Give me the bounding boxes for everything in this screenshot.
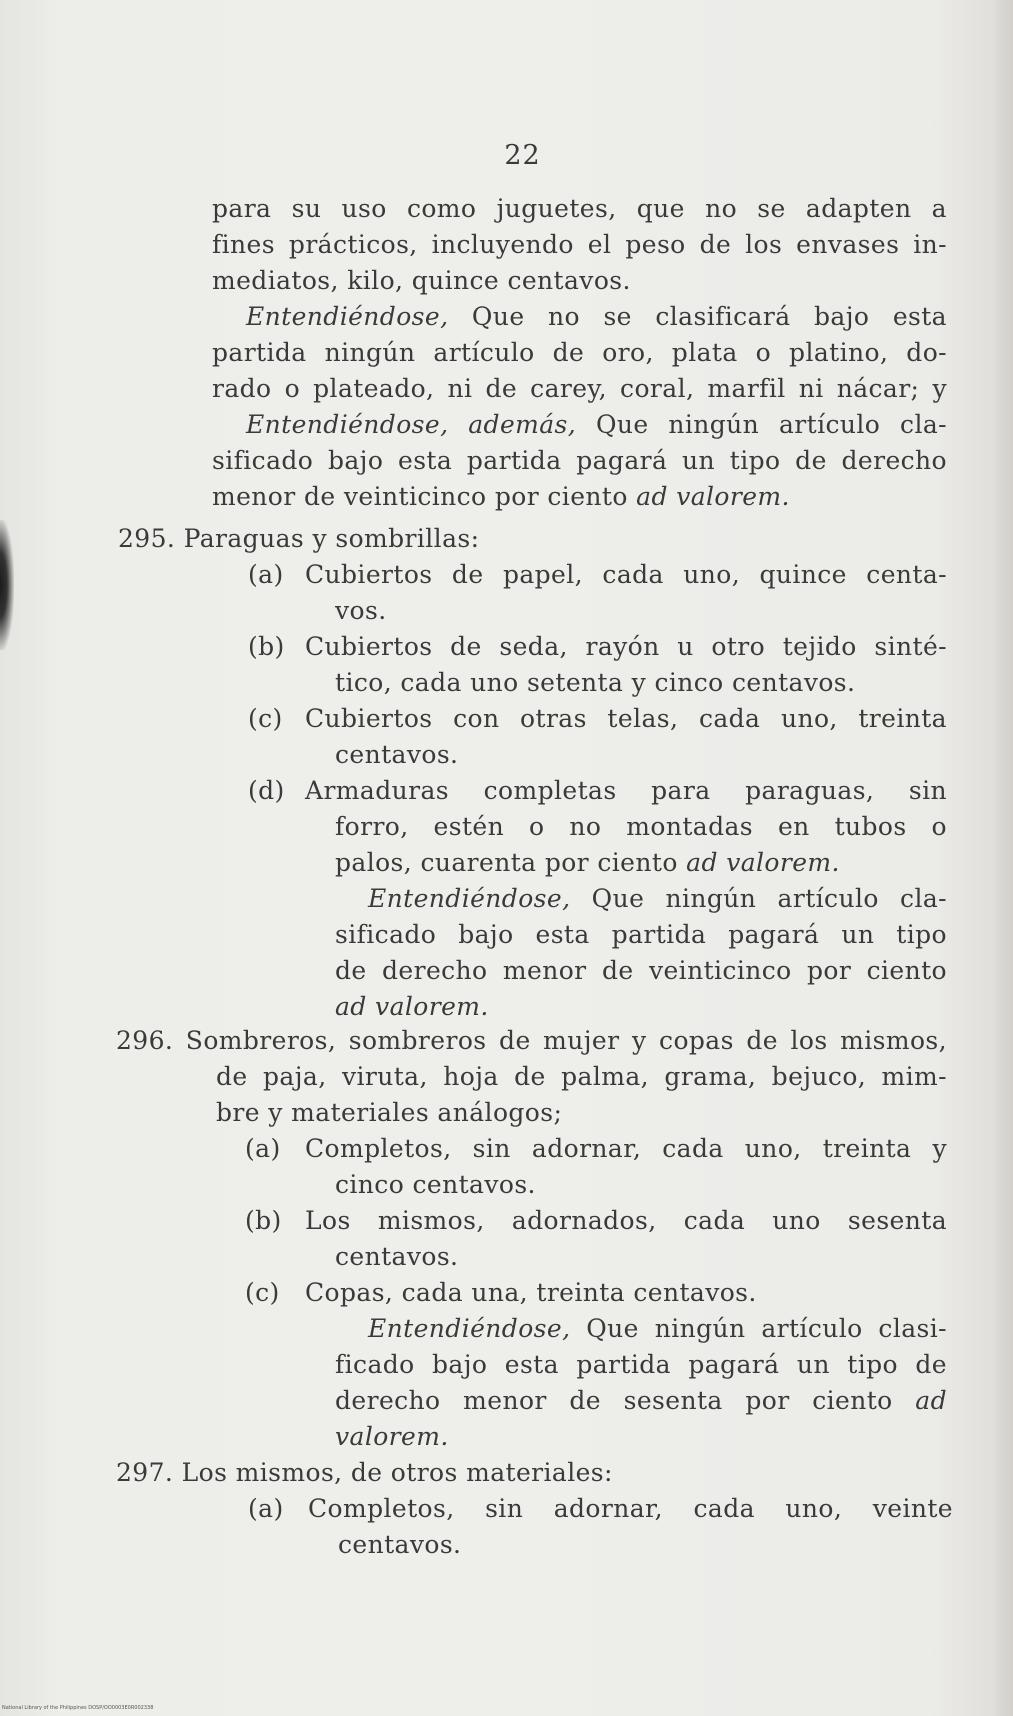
item-title: Sombreros, sombreros de mujer y copas de los mismos, [185, 1026, 947, 1055]
text-line: bre y materiales análogos; [216, 1098, 563, 1127]
proviso-text: Que ningún artículo clasi- [586, 1314, 947, 1343]
text-line: Cubiertos de papel, cada uno, quince centa- [305, 560, 947, 589]
item-title: Paraguas y sombrillas: [183, 524, 480, 553]
subitem-mark [248, 557, 284, 593]
page-edge [991, 0, 1013, 1716]
item-number: 296. [116, 1026, 174, 1055]
text-line: Completos, sin adornar, cada uno, veinte [308, 1494, 953, 1523]
text-line: ficado bajo esta partida pagará un tipo de [335, 1350, 947, 1379]
proviso-label: Entendiéndose, [368, 1314, 571, 1343]
text-line: Completos, sin adornar, cada uno, treinta y [305, 1134, 947, 1163]
item-295-heading [118, 521, 479, 557]
text-line: Copas, cada una, treinta centavos. [305, 1278, 757, 1307]
text-line: Los mismos, adornados, cada uno sesenta [305, 1206, 947, 1235]
latin-term: ad valorem. [636, 482, 790, 511]
proviso-label: Entendiéndose, [246, 302, 449, 331]
text-line: sificado bajo esta partida pagará un tipo [335, 920, 947, 949]
text-line: mediatos, kilo, quince centavos. [212, 266, 631, 295]
proviso-text: Que no se clasificará bajo esta [471, 302, 947, 331]
text-line: de derecho menor de veinticinco por ciento [335, 956, 947, 985]
text-fragment: derecho menor de sesenta por ciento [335, 1386, 893, 1415]
text-line: cinco centavos. [335, 1170, 536, 1199]
proviso-line [368, 881, 947, 917]
latin-term: ad [915, 1386, 947, 1415]
subitem-letter: (c) [245, 1278, 280, 1307]
proviso-label: Entendiéndose, además, [246, 410, 577, 439]
binding-shadow [0, 520, 14, 650]
item-number: 297. [116, 1458, 174, 1487]
proviso-line [246, 299, 947, 335]
latin-term: valorem. [335, 1422, 449, 1451]
text-line [335, 1419, 449, 1455]
text-line: Cubiertos con otras telas, cada uno, treinta [305, 704, 947, 733]
text-line: centavos. [335, 740, 459, 769]
subitem-mark [248, 701, 283, 737]
text-line [212, 479, 790, 515]
text-line: sificado bajo esta partida pagará un tipo de derecho [212, 446, 947, 475]
text-line: fines prácticos, incluyendo el peso de los envases in- [212, 230, 947, 259]
text-line: centavos. [335, 1242, 459, 1271]
latin-term: ad valorem. [335, 992, 489, 1021]
item-296-heading [116, 1023, 947, 1059]
subitem-mark [245, 1275, 280, 1311]
subitem-mark [248, 1491, 284, 1527]
page-number: 22 [504, 140, 541, 171]
item-title: Los mismos, de otros materiales: [181, 1458, 613, 1487]
proviso-line [246, 407, 947, 443]
text-line: de paja, viruta, hoja de palma, grama, bejuco, mim- [216, 1062, 947, 1091]
subitem-mark [248, 773, 285, 809]
text-line: partida ningún artículo de oro, plata o platino, do- [212, 338, 947, 367]
proviso-text: Que ningún artículo cla- [595, 410, 947, 439]
proviso-label: Entendiéndose, [368, 884, 571, 913]
text-fragment: menor de veinticinco por ciento [212, 482, 628, 511]
subitem-letter: (a) [248, 560, 284, 589]
text-line [335, 1383, 947, 1419]
latin-term: ad valorem. [686, 848, 840, 877]
text-line: Cubiertos de seda, rayón u otro tejido sinté- [305, 632, 947, 661]
subitem-letter: (d) [248, 776, 285, 805]
text-line: vos. [335, 596, 387, 625]
text-line: rado o plateado, ni de carey, coral, marfil ni nácar; y [212, 374, 947, 403]
subitem-mark [248, 629, 285, 665]
subitem-letter: (b) [248, 632, 285, 661]
item-number: 295. [118, 524, 176, 553]
text-line [335, 989, 489, 1025]
scan-footer: National Library of the Philippines DOSP/OO0003E0R002338 [2, 1705, 154, 1711]
subitem-letter: (c) [248, 704, 283, 733]
subitem-letter: (b) [245, 1206, 282, 1235]
text-line: tico, cada uno setenta y cinco centavos. [335, 668, 856, 697]
item-297-heading [116, 1455, 613, 1491]
proviso-line [368, 1311, 947, 1347]
text-line: para su uso como juguetes, que no se adapten a [212, 194, 947, 223]
proviso-text: Que ningún artículo cla- [591, 884, 947, 913]
text-fragment: palos, cuarenta por ciento [335, 848, 678, 877]
text-line [335, 845, 840, 881]
text-line: forro, estén o no montadas en tubos o [335, 812, 947, 841]
text-line: centavos. [338, 1530, 462, 1559]
subitem-letter: (a) [245, 1134, 281, 1163]
subitem-mark [245, 1131, 281, 1167]
text-line: Armaduras completas para paraguas, sin [305, 776, 947, 805]
subitem-letter: (a) [248, 1494, 284, 1523]
subitem-mark [245, 1203, 282, 1239]
